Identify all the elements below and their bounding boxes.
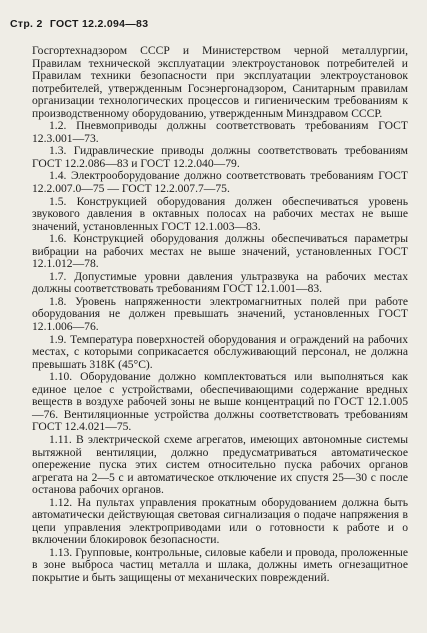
paragraph-1-12: 1.12. На пультах управления прокатным оборудованием должна быть автоматически действующая световая сигнализация о подаче напряжения в цепи управления электроприводами или о готовности к работе и о включении блокировок безопасности. (32, 495, 408, 547)
paragraph-1-4: 1.4. Электрооборудование должно соответствовать требованиям ГОСТ 12.2.007.0—75 — ГОСТ 12.2.007.7—75. (32, 169, 408, 196)
document-body (32, 45, 408, 585)
paragraph-1-3: 1.3. Гидравлические приводы должны соответствовать требованиям ГОСТ 12.2.086—83 и ГОСТ 12.2.040—79. (32, 144, 408, 170)
paragraph-1-10: 1.10. Оборудование должно комплектоваться или выполняться как единое целое с устройствами, обеспечивающими содержание вредных веществ в воздухе рабочей зоны не выше концентраций по ГОСТ 12.1.005—76. Вентиляционные устройства должны соответствовать требованиям ГОСТ 12.4.021—75. (32, 370, 408, 434)
page-header (10, 18, 148, 30)
paragraph-1-9: 1.9. Температура поверхностей оборудования и ограждений на рабочих местах, с которыми соприкасается обслуживающий персонал, не должна превышать 318K (45°C). (32, 332, 408, 371)
paragraph-1-7: 1.7. Допустимые уровни давления ультразвука на рабочих местах должны соответствовать требованиям ГОСТ 12.1.001—83. (32, 269, 408, 296)
paragraph-1-5: 1.5. Конструкцией оборудования должен обеспечиваться уровень звукового давления в октавных полосах на рабочих местах не выше значений, установленных ГОСТ 12.1.003—83. (32, 194, 408, 233)
standard-designation: ГОСТ 12.2.094—83 (49, 18, 149, 30)
paragraph-continuation: Госгортехнадзором СССР и Министерством черной металлургии, Правилам технической эксплуатации электроустановок потребителей и Правилам техники безопасности при эксплуатации электроустановок потребителей, утвержденным Госэнергонадзором, Санитарным правилам организации технологических процессов и гигиеническим требованиям к производственному оборудованию, утвержденным Минздравом СССР. (32, 44, 408, 120)
page-number: Стр. 2 (10, 18, 43, 30)
paragraph-1-2: 1.2. Пневмоприводы должны соответствовать требованиям ГОСТ 12.3.001—73. (32, 119, 408, 145)
paragraph-1-6: 1.6. Конструкцией оборудования должны обеспечиваться параметры вибрации на рабочих местах не выше значений, установленных ГОСТ 12.1.012—78. (32, 232, 408, 271)
paragraph-1-13: 1.13. Групповые, контрольные, силовые кабели и провода, проложенные в зоне выброса частиц металла и шлака, должны иметь огнезащитное покрытие и быть защищены от механических повреждений. (32, 545, 408, 584)
paragraph-1-11: 1.11. В электрической схеме агрегатов, имеющих автономные системы вытяжной вентиляции, должно предусматриваться автоматическое опережение пуска этих систем относительно пуска рабочих органов агрегата на 2—5 с и автоматическое отключение их спустя 25—30 с после останова рабочих органов. (32, 432, 408, 497)
paragraph-1-8: 1.8. Уровень напряженности электромагнитных полей при работе оборудования не должен превышать значений, установленных ГОСТ 12.1.006—76. (32, 294, 408, 334)
